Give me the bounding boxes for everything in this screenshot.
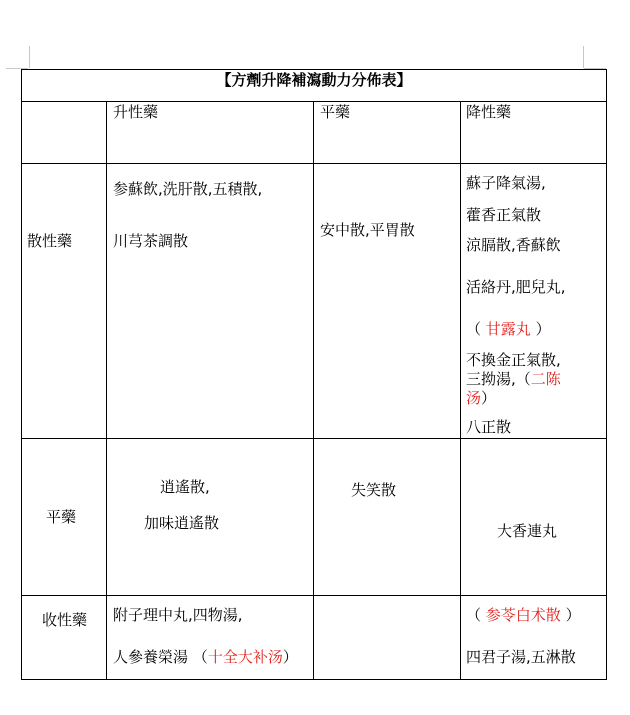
paren-close: ） (481, 389, 497, 407)
shi-quan-da-bu-tang-highlight: 十全大补汤 (207, 648, 283, 666)
header-corner-cell (21, 101, 107, 164)
san-jiang-line-7 (466, 370, 561, 388)
crop-mark-right-v (583, 46, 584, 68)
ping-ping-line-1: 失笑散 (351, 481, 397, 499)
san-ping-line-1: 安中散,平胃散 (320, 221, 415, 239)
ping-ping-cell (313, 438, 461, 596)
row-header-shou: 收性藥 (42, 611, 88, 629)
shou-jiang-line-2: 四君子湯,五淋散 (466, 648, 576, 666)
san-jiang-line-1: 蘇子降氣湯, (466, 174, 546, 192)
paren-open: （ (466, 320, 482, 338)
san-sheng-cell (106, 163, 314, 439)
col-header-sheng: 升性藥 (113, 103, 159, 121)
san-jiang-line-6: 不換金正氣散, (466, 351, 561, 369)
shou-ping-cell (313, 595, 461, 680)
tang-highlight: 汤 (466, 389, 482, 407)
san-ping-cell (313, 163, 461, 439)
san-jiang-line-2: 藿香正氣散 (466, 206, 542, 224)
shou-sheng-line-1: 附子理中丸,四物湯, (113, 606, 243, 624)
crop-mark-left-v (29, 46, 30, 68)
ping-sheng-line-2: 加味逍遙散 (144, 514, 220, 532)
er-chen-highlight: 二陈 (530, 370, 561, 388)
san-jiang-line-3: 涼膈散,香蘇飲 (466, 236, 561, 254)
san-jiang-line-8 (466, 389, 496, 407)
paren-open: （ (466, 606, 482, 624)
san-jiang-line-4: 活絡丹,肥兒丸, (466, 278, 566, 296)
table-title: 【方劑升降補瀉動力分佈表】 (216, 71, 412, 89)
shou-sheng-line-2 (113, 648, 298, 666)
row-header-san: 散性藥 (27, 232, 73, 250)
shou-jiang-line-1 (466, 606, 581, 624)
row-header-ping: 平藥 (46, 508, 77, 526)
row-san-header-cell (21, 163, 107, 439)
paren-close: ） (565, 606, 581, 624)
ping-jiang-cell (460, 438, 607, 596)
paren-close: ） (535, 320, 551, 338)
row-shou-header-cell (21, 595, 107, 680)
ping-sheng-line-1: 逍遙散, (160, 478, 210, 496)
ping-jiang-line-1: 大香連丸 (497, 522, 558, 540)
san-sheng-line-2: 川芎茶調散 (113, 232, 189, 250)
ren-shen-yang-rong-tang: 人參養榮湯 (113, 648, 189, 666)
san-jiang-line-5 (466, 320, 551, 338)
col-header-jiang: 降性藥 (466, 103, 512, 121)
shen-ling-bai-zhu-san-highlight: 参苓白术散 (485, 606, 561, 624)
col-header-ping: 平藥 (320, 103, 351, 121)
san-ao-tang: 三拗湯,（ (466, 370, 531, 388)
paren-open: （ (192, 648, 208, 666)
san-jiang-line-9: 八正散 (466, 418, 512, 436)
gan-lu-wan-highlight: 甘露丸 (485, 320, 531, 338)
paren-close: ） (282, 648, 298, 666)
san-sheng-line-1: 参蘇飲,洗肝散,五積散, (113, 180, 263, 198)
